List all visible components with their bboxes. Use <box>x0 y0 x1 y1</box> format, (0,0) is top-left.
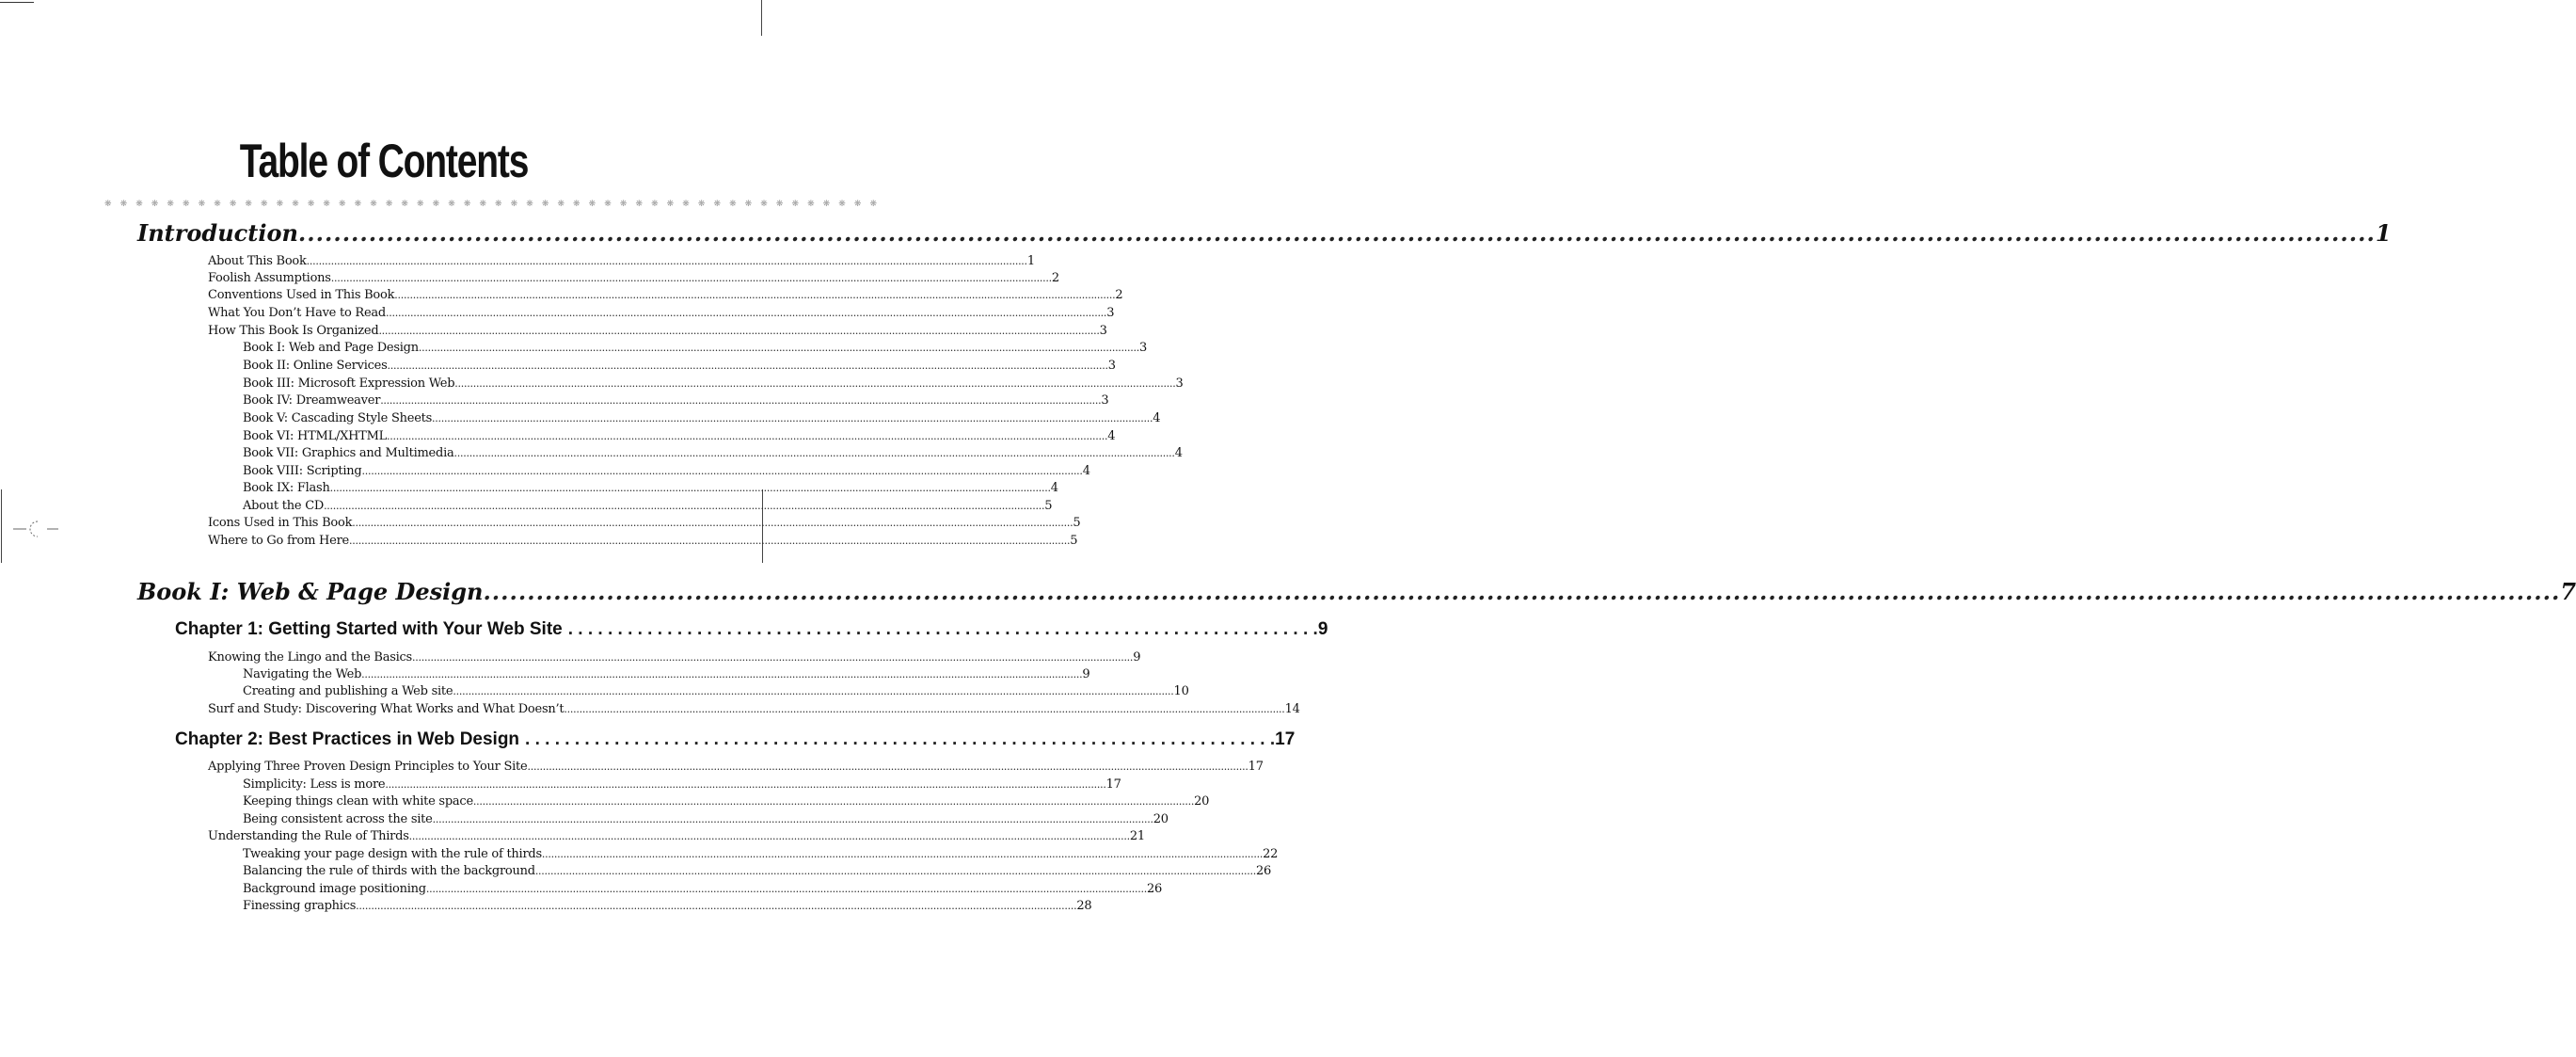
entry-label: How This Book Is Organized <box>208 324 379 338</box>
entry-label: Creating and publishing a Web site <box>243 684 453 698</box>
page-number: 17 <box>1248 760 1264 774</box>
crop-line-top <box>0 2 34 3</box>
page-number: 5 <box>1070 534 1078 548</box>
entry-label: Understanding the Rule of Thirds <box>208 829 409 843</box>
toc-subentry[interactable] <box>243 410 1161 426</box>
toc-subentry[interactable] <box>243 428 1116 444</box>
page-number: 9 <box>1133 650 1141 665</box>
toc-subentry[interactable] <box>243 666 1090 682</box>
toc-entry[interactable] <box>208 287 1123 303</box>
leader-dots <box>564 701 1284 717</box>
toc-subentry[interactable] <box>243 392 1109 408</box>
page-title: Table of Contents <box>239 135 529 187</box>
ornamental-divider: ❋ ❋ ❋ ❋ ❋ ❋ ❋ ❋ ❋ ❋ ❋ ❋ ❋ ❋ ❋ ❋ ❋ ❋ ❋ ❋ ❋ ❋ ❋ ❋ ❋ ❋ ❋ ❋ ❋ ❋ ❋ ❋ ❋ ❋ ❋ ❋ ❋ ❋ ❋ ❋ ❋ ❋ ❋ ❋ ❋ ❋ ❋ ❋ ❋ ❋ <box>104 200 881 209</box>
entry-label: Simplicity: Less is more <box>243 777 386 792</box>
page-number: 3 <box>1107 359 1116 373</box>
registration-mark-icon <box>13 516 60 544</box>
page-number: 4 <box>1082 464 1090 478</box>
leader-dots <box>409 828 1130 844</box>
leader-dots <box>380 392 1101 408</box>
entry-label: Book VI: HTML/XHTML <box>243 429 388 443</box>
entry-label: Where to Go from Here <box>208 534 349 548</box>
toc-subentry[interactable] <box>243 445 1183 461</box>
toc-entry[interactable] <box>208 253 1035 269</box>
entry-label: Book IX: Flash <box>243 481 330 495</box>
leader-dots <box>361 666 1082 682</box>
toc-entry[interactable] <box>208 515 1081 531</box>
leader-dots <box>433 811 1153 827</box>
entry-label: About This Book <box>208 254 307 268</box>
leader-dots <box>527 759 1248 775</box>
leader-dots <box>453 683 1173 699</box>
entry-label: Book II: Online Services <box>243 359 388 373</box>
page-number: 28 <box>1076 899 1092 913</box>
leader-dots <box>385 777 1105 793</box>
leader-dots <box>568 617 1318 642</box>
entry-label: Background image positioning <box>243 882 426 896</box>
toc-subentry[interactable] <box>243 463 1090 479</box>
toc-subentry[interactable] <box>243 846 1279 862</box>
page-number: 20 <box>1153 812 1169 826</box>
leader-dots <box>352 515 1073 531</box>
page-number: 22 <box>1263 847 1279 861</box>
page-number: 4 <box>1153 411 1161 425</box>
entry-label: Applying Three Proven Design Principles to Your Site <box>208 760 528 774</box>
toc-subentry[interactable] <box>243 376 1184 392</box>
leader-dots <box>298 218 2376 248</box>
entry-label: Navigating the Web <box>243 667 362 681</box>
leader-dots <box>361 463 1082 479</box>
entry-label: Being consistent across the site <box>243 812 433 826</box>
page-number: 21 <box>1129 829 1145 843</box>
entry-label: Book I: Web and Page Design <box>243 341 419 355</box>
page-edge-left <box>1 489 2 563</box>
leader-dots <box>394 287 1115 303</box>
page-number: 3 <box>1175 376 1184 391</box>
toc-entry[interactable] <box>208 305 1115 321</box>
page-number: 5 <box>1073 516 1081 530</box>
toc-subentry[interactable] <box>243 358 1116 374</box>
leader-dots <box>432 410 1153 426</box>
page-number: 7 <box>2560 578 2576 605</box>
leader-dots <box>331 270 1052 286</box>
leader-dots <box>324 498 1044 514</box>
leader-dots <box>356 898 1076 914</box>
entry-label: Book IV: Dreamweaver <box>243 393 381 408</box>
toc-subentry[interactable] <box>243 683 1189 699</box>
leader-dots <box>525 728 1275 752</box>
toc-subentry[interactable] <box>243 793 1210 809</box>
page-number: 5 <box>1044 499 1053 513</box>
part-label: Book I: Web & Page Design <box>137 578 484 605</box>
page-number: 3 <box>1106 306 1115 320</box>
toc-entry[interactable] <box>208 270 1059 286</box>
leader-dots <box>330 480 1051 496</box>
toc-subentry[interactable] <box>243 777 1121 793</box>
page-number: 2 <box>1051 271 1059 285</box>
toc-subentry[interactable] <box>243 498 1053 514</box>
page-number: 17 <box>1275 729 1296 749</box>
leader-dots <box>453 445 1174 461</box>
leader-dots <box>542 846 1263 862</box>
toc-entry[interactable] <box>208 701 1300 717</box>
chapter-label: Chapter 2: Best Practices in Web Design <box>175 729 520 749</box>
page-number: 9 <box>1082 667 1090 681</box>
page-number: 4 <box>1174 446 1183 460</box>
entry-label: Knowing the Lingo and the Basics <box>208 650 412 665</box>
toc-entry[interactable] <box>208 759 1264 775</box>
entry-label: Book V: Cascading Style Sheets <box>243 411 433 425</box>
page-number: 3 <box>1099 324 1107 338</box>
leader-dots <box>426 881 1147 897</box>
toc-entry[interactable] <box>208 649 1141 665</box>
leader-dots <box>386 305 1106 321</box>
page-number: 14 <box>1284 702 1300 716</box>
leader-dots <box>378 323 1099 339</box>
toc-subentry[interactable] <box>243 863 1272 879</box>
leader-dots <box>387 428 1107 444</box>
page-number: 17 <box>1105 777 1121 792</box>
entry-label: About the CD <box>243 499 325 513</box>
page-number: 1 <box>2375 219 2392 247</box>
entry-label: Book VIII: Scripting <box>243 464 362 478</box>
entry-label: Book III: Microsoft Expression Web <box>243 376 455 391</box>
page-number: 20 <box>1194 794 1210 809</box>
toc-chapter-1[interactable] <box>175 617 1328 642</box>
page-number: 4 <box>1050 481 1058 495</box>
entry-label: Surf and Study: Discovering What Works and What Doesn’t <box>208 702 564 716</box>
page-number: 3 <box>1139 341 1148 355</box>
entry-label: Tweaking your page design with the rule of thirds <box>243 847 542 861</box>
leader-dots <box>454 376 1175 392</box>
page-number: 4 <box>1107 429 1116 443</box>
entry-label: Balancing the rule of thirds with the background <box>243 864 535 878</box>
part-label: Introduction <box>137 219 298 247</box>
entry-label: Icons Used in This Book <box>208 516 353 530</box>
toc-subentry[interactable] <box>243 480 1058 496</box>
leader-dots <box>535 863 1256 879</box>
leader-dots <box>419 340 1139 356</box>
toc-subentry[interactable] <box>243 898 1092 914</box>
toc-subentry[interactable] <box>243 881 1163 897</box>
leader-dots <box>473 793 1194 809</box>
entry-label: What You Don’t Have to Read <box>208 306 386 320</box>
page-number: 3 <box>1101 393 1109 408</box>
entry-label: Book VII: Graphics and Multimedia <box>243 446 454 460</box>
leader-dots <box>349 533 1070 549</box>
page-number: 1 <box>1026 254 1035 268</box>
toc-part-book-1[interactable] <box>137 577 2576 607</box>
toc-entry[interactable] <box>208 533 1078 549</box>
page-number: 26 <box>1256 864 1272 878</box>
entry-label: Foolish Assumptions <box>208 271 331 285</box>
leader-dots <box>483 577 2560 607</box>
entry-label: Conventions Used in This Book <box>208 288 395 302</box>
page-edge-top-right <box>761 0 762 36</box>
leader-dots <box>388 358 1108 374</box>
chapter-label: Chapter 1: Getting Started with Your Web Site <box>175 619 563 639</box>
leader-dots <box>412 649 1133 665</box>
leader-dots <box>307 253 1027 269</box>
page-number: 10 <box>1173 684 1189 698</box>
entry-label: Keeping things clean with white space <box>243 794 473 809</box>
page-number: 2 <box>1115 288 1123 302</box>
entry-label: Finessing graphics <box>243 899 357 913</box>
toc-entry[interactable] <box>208 323 1107 339</box>
toc-subentry[interactable] <box>243 811 1169 827</box>
toc-entry[interactable] <box>208 828 1145 844</box>
toc-part-introduction[interactable] <box>137 218 2392 248</box>
toc-subentry[interactable] <box>243 340 1148 356</box>
toc-chapter-2[interactable] <box>175 728 1296 752</box>
page-number: 9 <box>1317 619 1328 639</box>
page-number: 26 <box>1147 882 1163 896</box>
